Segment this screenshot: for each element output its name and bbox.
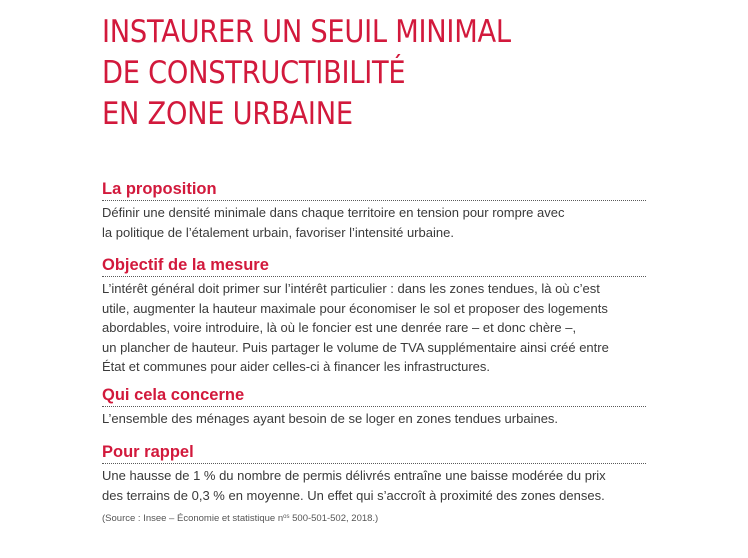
body-line: la politique de l’étalement urbain, favoriser l’intensité urbaine. [102, 224, 454, 240]
body-line: utile, augmenter la hauteur maximale pour économiser le sol et proposer des logements [102, 300, 608, 316]
title-line: DE CONSTRUCTIBILITÉ [102, 55, 406, 91]
section-heading: Qui cela concerne [102, 385, 646, 407]
page-title [102, 0, 584, 135]
section-objectif [102, 255, 646, 377]
section-proposition [102, 179, 646, 242]
body-line: L’intérêt général doit primer sur l’intérêt particulier : dans les zones tendues, là où c’est [102, 281, 600, 296]
section-heading: Pour rappel [102, 442, 646, 464]
body-line: Définir une densité minimale dans chaque territoire en tension pour rompre avec [102, 205, 565, 220]
source-text: (Source : Insee – Économie et statistique n [102, 513, 284, 524]
section-concerne [102, 385, 646, 429]
section-rappel [102, 442, 646, 526]
section-heading: Objectif de la mesure [102, 255, 646, 277]
body-line: abordables, voire introduire, là où le foncier est une denrée rare – et donc chère –, [102, 320, 577, 335]
title-line: EN ZONE URBAINE [102, 96, 353, 132]
body-line: un plancher de hauteur. Puis partager le volume de TVA supplémentaire ainsi créé entre [102, 339, 609, 355]
section-body [102, 407, 646, 429]
source-superscript: os [283, 514, 290, 520]
title-line: INSTAURER UN SEUIL MINIMAL [102, 14, 511, 50]
source-note [102, 505, 646, 526]
section-body [102, 464, 646, 505]
body-line: L’ensemble des ménages ayant besoin de se loger en zones tendues urbaines. [102, 411, 559, 426]
section-heading: La proposition [102, 179, 646, 201]
body-line: Une hausse de 1 % du nombre de permis délivrés entraîne une baisse modérée du prix [102, 468, 606, 483]
body-line: État et communes pour aider celles-ci à financer les infrastructures. [102, 359, 491, 374]
source-text-end: 500-501-502, 2018.) [289, 513, 379, 524]
section-body [102, 201, 646, 242]
body-line: des terrains de 0,3 % en moyenne. Un effet qui s’accroît à proximité des zones denses. [102, 487, 605, 503]
document-page [102, 0, 650, 524]
section-body [102, 277, 646, 377]
